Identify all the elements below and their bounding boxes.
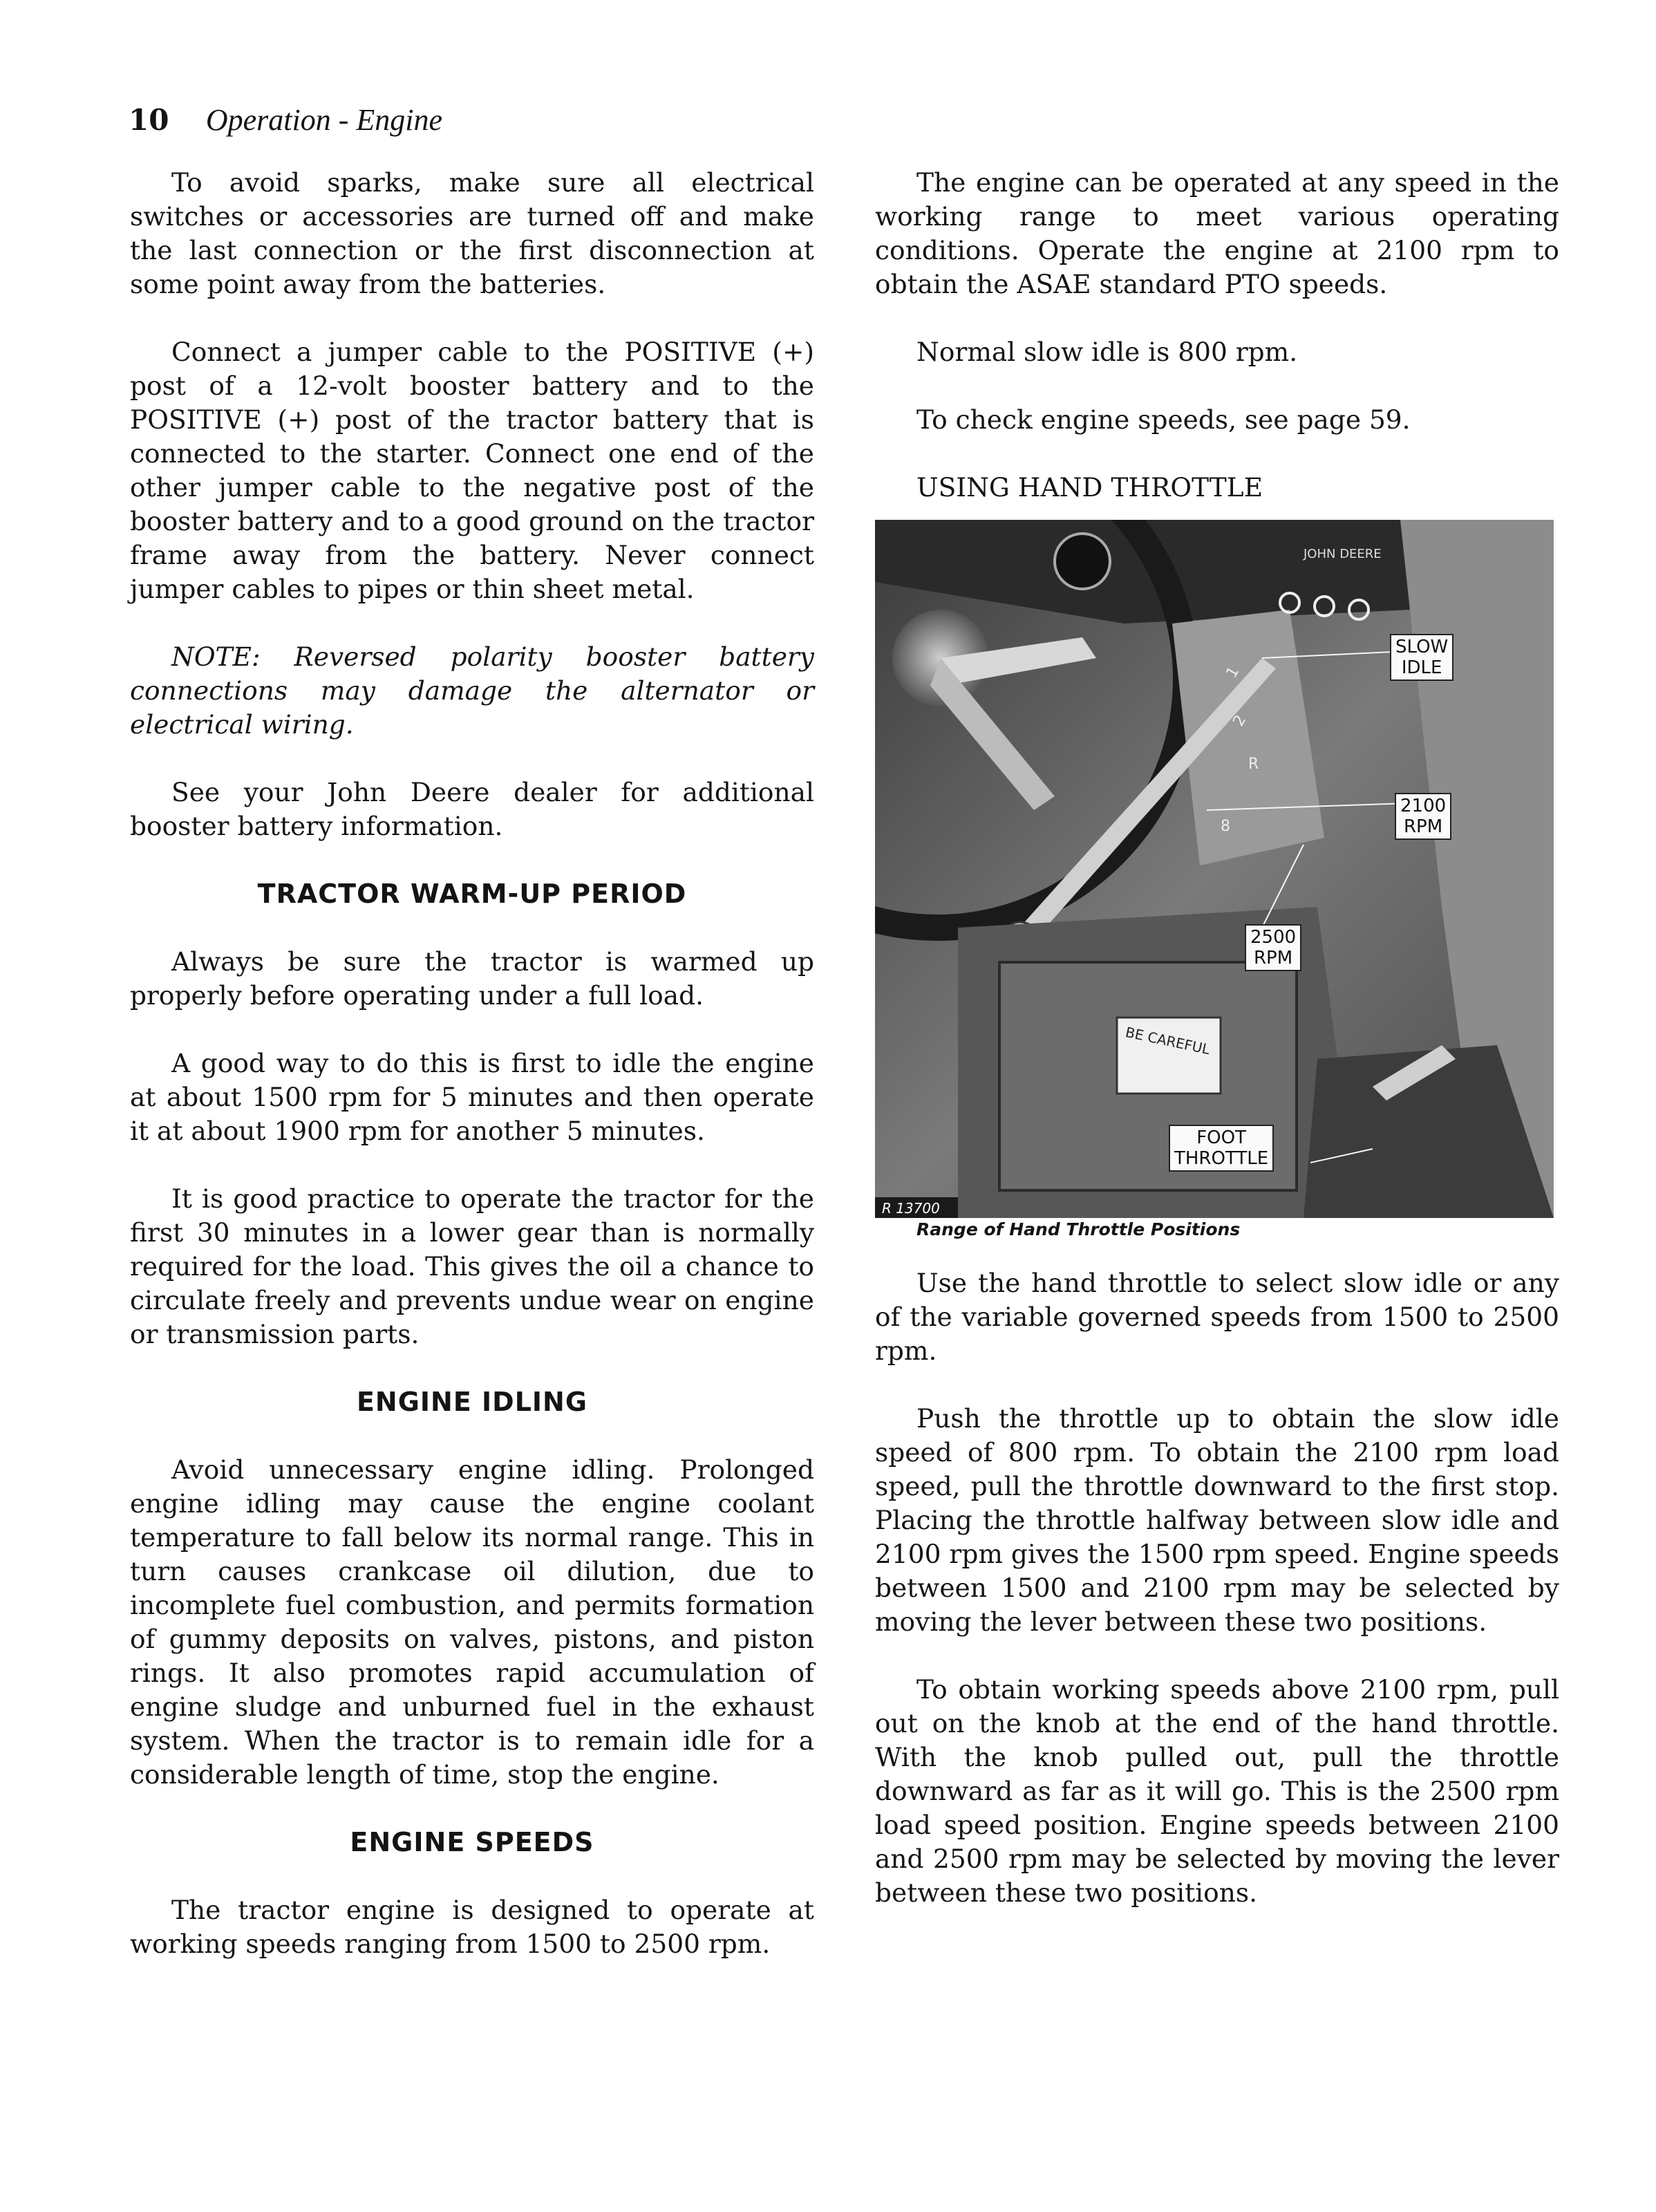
paragraph-hand-throttle-2: Push the throttle up to obtain the slow idle speed of 800 rpm. To obtain the 2100 rpm load speed, pull the throttle downward to the first stop. Placing the throttle halfway between slow idle and 2100 rpm gives the 1500 rpm speed. Engine speeds between 1500 and 2100 rpm may be selected by moving the lever between these two positions. [875,1403,1559,1637]
caution-sticker-text: BE CAREFUL [1124,1023,1212,1058]
paragraph-jumper-cable: Connect a jumper cable to the POSITIVE (+) post of a 12-volt booster battery and to the POSITIVE (+) post of the tractor battery that is connected to the starter. Connect one end of the other jumper cable to the negative post of the booster battery and to a good ground on the tractor frame away from the battery. Never connect jumper cables to pipes or thin sheet metal. [130,337,814,604]
brand-text: JOHN DEERE [1304,547,1382,561]
tractor-dashboard-illustration [875,520,1554,1218]
paragraph-hand-throttle-1: Use the hand throttle to select slow idle or any of the variable governed speeds from 1500 to 2500 rpm. [875,1268,1559,1366]
paragraph-warmup-3: It is good practice to operate the tractor for the first 30 minutes in a lower gear than is normally required for the load. This gives the oil a chance to circulate freely and prevents undue wear on engine or transmission parts. [130,1183,814,1349]
figure-caption: Range of Hand Throttle Positions [916,1219,1241,1239]
paragraph-dealer: See your John Deere dealer for additional booster battery information. [130,777,814,841]
left-column [130,166,814,1961]
paragraph-warmup-2: A good way to do this is first to idle the engine at about 1500 rpm for 5 minutes and then operate it at about 1900 rpm for another 5 minutes. [130,1048,814,1146]
paragraph-operating-speed: The engine can be operated at any speed in the working range to meet various operating conditions. Operate the engine at 2100 rpm to obtain the ASAE standard PTO speeds. [875,167,1559,299]
callout-foot-throttle: FOOT THROTTLE [1169,1125,1274,1172]
throttle-photo [875,520,1554,1218]
heading-hand-throttle: USING HAND THROTTLE [916,472,1263,503]
paragraph-speeds: The tractor engine is designed to operate at working speeds ranging from 1500 to 2500 rpm. [130,1895,814,1959]
svg-text:2: 2 [1230,712,1250,729]
note-reversed-polarity: NOTE: Reversed polarity booster battery connections may damage the alternator or electrical wiring. [130,641,814,740]
page-header [129,104,442,137]
heading-speeds: ENGINE SPEEDS [350,1827,594,1857]
page-number: 10 [129,103,169,137]
callout-2100-rpm: 2100 RPM [1395,793,1451,840]
paragraph-idling: Avoid unnecessary engine idling. Prolonged engine idling may cause the engine coolant temperature to fall below its normal range. This in turn causes crankcase oil dilution, due to incomplete fuel combustion, and permits formation of gummy deposits on valves, pistons, and piston rings. It also promotes rapid accumulation of engine sludge and unburned fuel in the exhaust system. When the tractor is to remain idle for a considerable length of time, stop the engine. [130,1454,814,1790]
right-column [875,166,1559,1910]
callout-slow-idle: SLOW IDLE [1390,634,1453,681]
heading-idling: ENGINE IDLING [356,1387,588,1417]
heading-warmup: TRACTOR WARM-UP PERIOD [257,879,687,909]
page-title: Operation - Engine [205,103,442,137]
paragraph-slow-idle: Normal slow idle is 800 rpm. [916,337,1298,367]
svg-text:1: 1 [1223,664,1243,681]
paragraph-hand-throttle-3: To obtain working speeds above 2100 rpm, pull out on the knob at the end of the hand throttle. With the knob pulled out, pull the throttle downward as far as it will go. This is the 2500 rpm load speed position. Engine speeds between 2100 and 2500 rpm may be selected by moving the lever between these two positions. [875,1674,1559,1908]
svg-text:R: R [1248,756,1259,773]
photo-reference: R 13700 [882,1200,940,1217]
paragraph-sparks: To avoid sparks, make sure all electrical switches or accessories are turned off and make the last connection or the first disconnection at some point away from the batteries. [130,167,814,299]
paragraph-warmup-1: Always be sure the tractor is warmed up properly before operating under a full load. [130,946,814,1011]
paragraph-check-speeds: To check engine speeds, see page 59. [916,404,1411,435]
callout-2500-rpm: 2500 RPM [1245,924,1301,971]
svg-text:8: 8 [1221,818,1230,835]
